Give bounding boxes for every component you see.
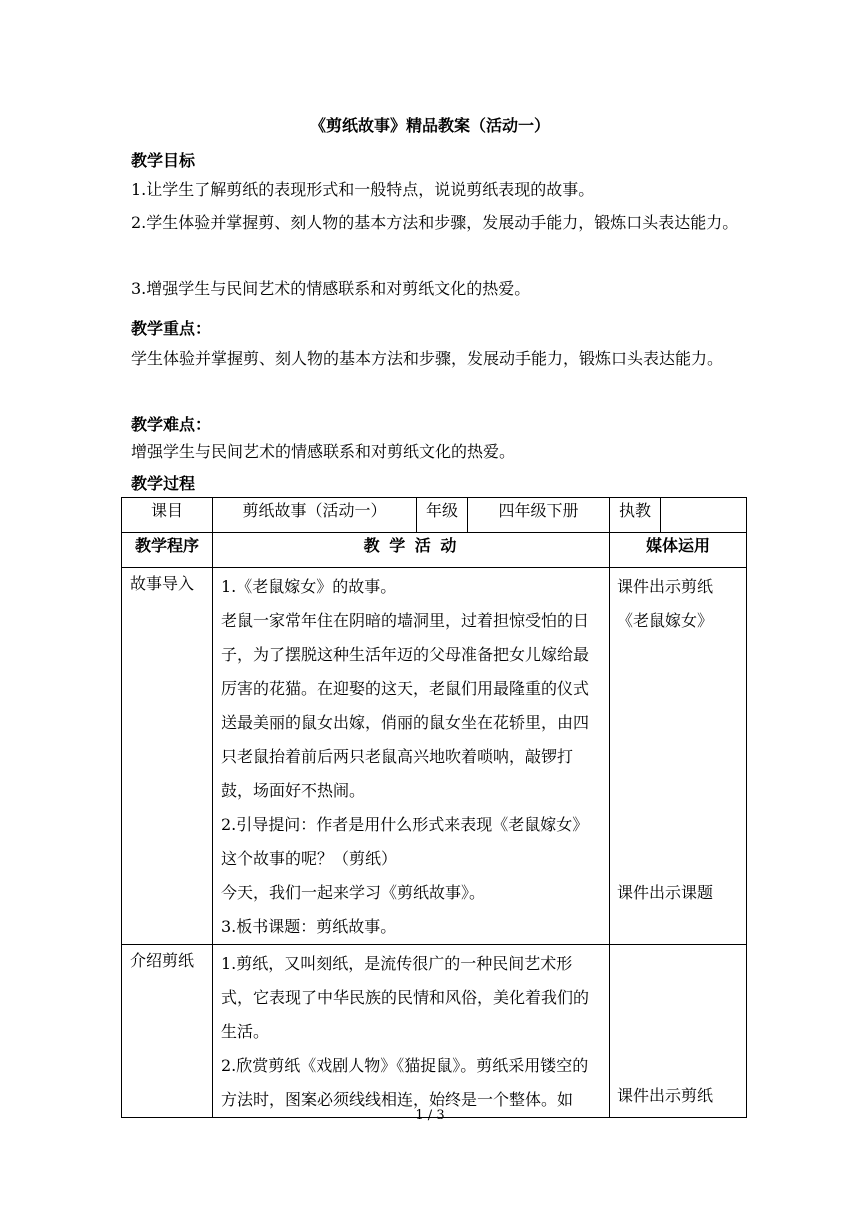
focus-text: 学生体验并掌握剪、刻人物的基本方法和步骤，发展动手能力，锻炼口头表达能力。 — [131, 349, 724, 368]
page-number: 1 / 3 — [415, 1108, 445, 1123]
info-row — [122, 498, 747, 533]
goal-item: 1.让学生了解剪纸的表现形式和一般特点，说说剪纸表现的故事。 — [131, 180, 595, 199]
focus-heading: 教学重点： — [131, 319, 212, 338]
lesson-table — [121, 497, 747, 1118]
activity-text: 1.《老鼠嫁女》的故事。 — [221, 577, 397, 596]
difficulty-text: 增强学生与民间艺术的情感联系和对剪纸文化的热爱。 — [131, 442, 516, 461]
activity-text: 2.引导提问：作者是用什么形式来表现《老鼠嫁女》这个故事的呢？（剪纸） — [221, 815, 589, 868]
media-text: 课件出示课题 — [617, 883, 714, 902]
column-header: 媒体运用 — [610, 533, 747, 568]
process-heading: 教学过程 — [131, 474, 196, 493]
teacher-label: 执教 — [610, 498, 661, 533]
teacher-value — [661, 498, 747, 533]
activity-text: 1.剪纸，又叫刻纸，是流传很广的一种民间艺术形式，它表现了中华民族的民情和风俗，美化着我们的生活。 — [221, 954, 590, 1041]
subject-label: 课目 — [122, 498, 213, 533]
table-row — [122, 945, 747, 1118]
difficulty-heading: 教学难点： — [131, 415, 212, 434]
media-text: 课件出示剪纸 — [617, 1086, 714, 1105]
grade-label: 年级 — [417, 498, 468, 533]
media-cell — [610, 945, 747, 1118]
goal-item: 3.增强学生与民间艺术的情感联系和对剪纸文化的热爱。 — [131, 279, 531, 298]
column-header: 教 学 活 动 — [213, 533, 610, 568]
activity-text: 老鼠一家常年住在阴暗的墙洞里，过着担惊受怕的日子，为了摆脱这种生活年迈的父母准备把女儿嫁给最厉害的花猫。在迎娶的这天，老鼠们用最隆重的仪式送最美丽的鼠女出嫁，俏丽的鼠女坐在花轿里，由四只老鼠抬着前后两只老鼠高兴地吹着唢呐，敲锣打鼓，场面好不热闹。 — [221, 611, 590, 800]
stage-label: 介绍剪纸 — [130, 951, 195, 970]
column-header: 教学程序 — [122, 533, 213, 568]
grade-value: 四年级下册 — [468, 498, 610, 533]
media-cell — [610, 568, 747, 945]
stage-cell — [122, 568, 213, 945]
activity-cell — [213, 945, 610, 1118]
activity-text: 2.欣赏剪纸《戏剧人物》《猫捉鼠》。剪纸采用镂空的方法时，图案必须线线相连，始终是一个整体。如 — [221, 1056, 589, 1109]
goals-heading: 教学目标 — [131, 151, 196, 170]
media-text: 课件出示剪纸《老鼠嫁女》 — [617, 577, 714, 630]
stage-cell — [122, 945, 213, 1118]
subject-value: 剪纸故事（活动一） — [213, 498, 417, 533]
column-header-row — [122, 533, 747, 568]
stage-label: 故事导入 — [130, 574, 195, 593]
document-title: 《剪纸故事》精品教案（活动一） — [309, 116, 550, 135]
activity-text: 3.板书课题：剪纸故事。 — [221, 917, 397, 936]
activity-text: 今天，我们一起来学习《剪纸故事》。 — [221, 883, 486, 902]
table-row — [122, 568, 747, 945]
activity-cell — [213, 568, 610, 945]
goal-item: 2.学生体验并掌握剪、刻人物的基本方法和步骤，发展动手能力，锻炼口头表达能力。 — [131, 213, 739, 232]
